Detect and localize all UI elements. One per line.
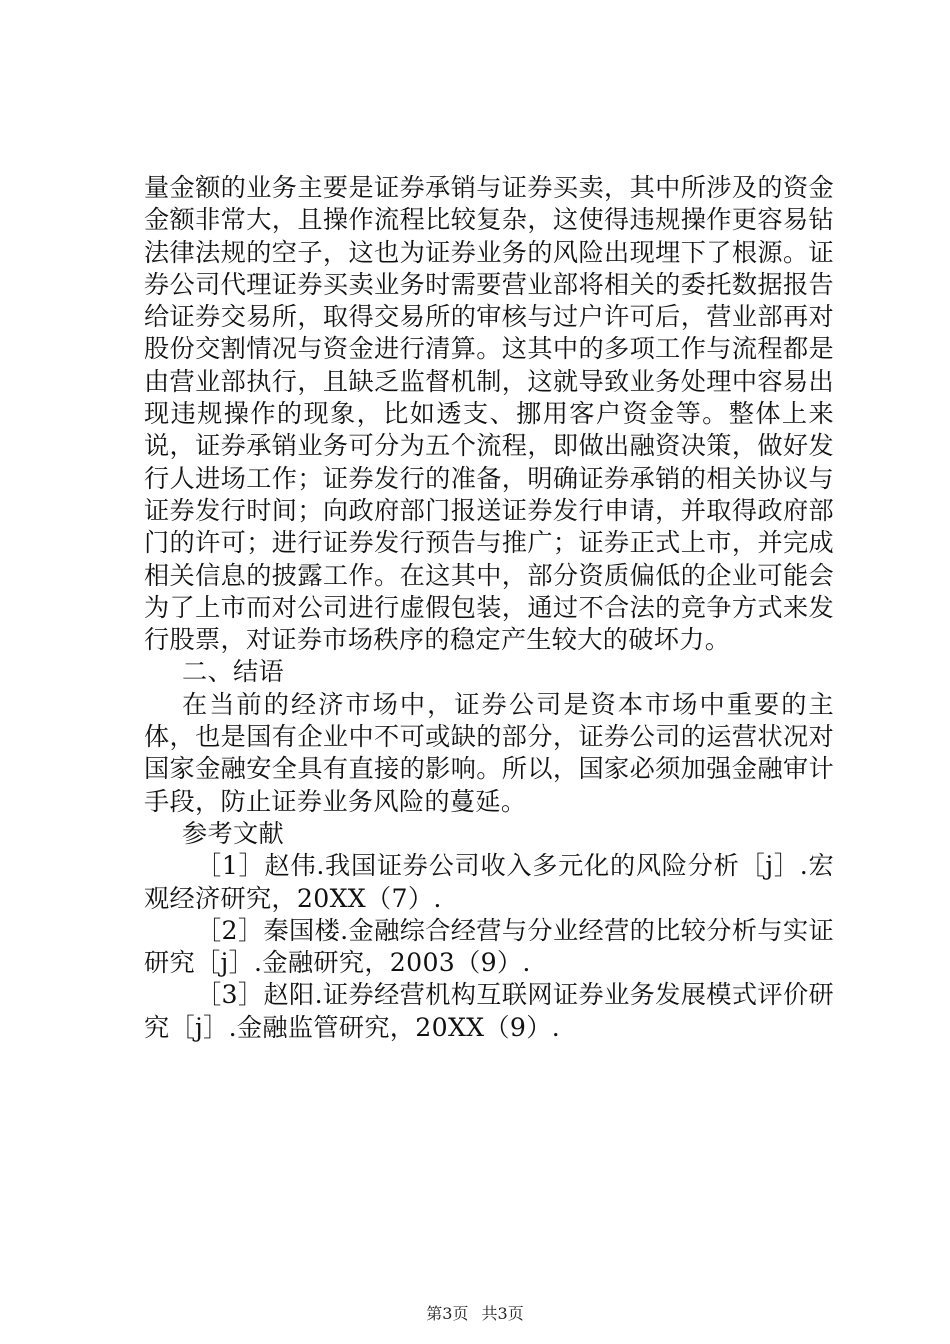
page-footer [0, 1301, 950, 1324]
page-number: 第3页 [426, 1304, 469, 1323]
reference-item: ［3］赵阳.证券经营机构互联网证券业务发展模式评价研究［j］.金融监管研究，20XX（9）. [144, 980, 834, 1042]
section-heading: 二、结语 [182, 657, 284, 687]
document-body [144, 172, 834, 1044]
references-title: 参考文献 [182, 818, 284, 848]
conclusion-paragraph: 在当前的经济市场中，证券公司是资本市场中重要的主体，也是国有企业中不可或缺的部分，证券公司的运营状况对国家金融安全具有直接的影响。所以，国家必须加强金融审计手段，防止证券业务风险的蔓延。 [144, 689, 834, 816]
reference-item: ［1］赵伟.我国证券公司收入多元化的风险分析［j］.宏观经济研究，20XX（7）. [144, 851, 834, 913]
body-paragraph: 量金额的业务主要是证券承销与证券买卖，其中所涉及的资金金额非常大，且操作流程比较复杂，这使得违规操作更容易钻法律法规的空子，这也为证券业务的风险出现埋下了根源。证券公司代理证券买卖业务时需要营业部将相关的委托数据报告给证券交易所，取得交易所的审核与过户许可后，营业部再对股份交割情况与资金进行清算。这其中的多项工作与流程都是由营业部执行，且缺乏监督机制，这就导致业务处理中容易出现违规操作的现象，比如透支、挪用客户资金等。整体上来说，证券承销业务可分为五个流程，即做出融资决策，做好发行人进场工作；证券发行的准备，明确证券承销的相关协议与证券发行时间；向政府部门报送证券发行申请，并取得政府部门的许可；进行证券发行预告与推广；证券正式上市，并完成相关信息的披露工作。在这其中，部分资质偏低的企业可能会为了上市而对公司进行虚假包装，通过不合法的竞争方式来发行股票，对证券市场秩序的稳定产生较大的破坏力。 [144, 173, 834, 655]
reference-item: ［2］秦国楼.金融综合经营与分业经营的比较分析与实证研究［j］.金融研究，2003（9）. [144, 915, 834, 978]
page-total: 共3页 [481, 1304, 524, 1323]
